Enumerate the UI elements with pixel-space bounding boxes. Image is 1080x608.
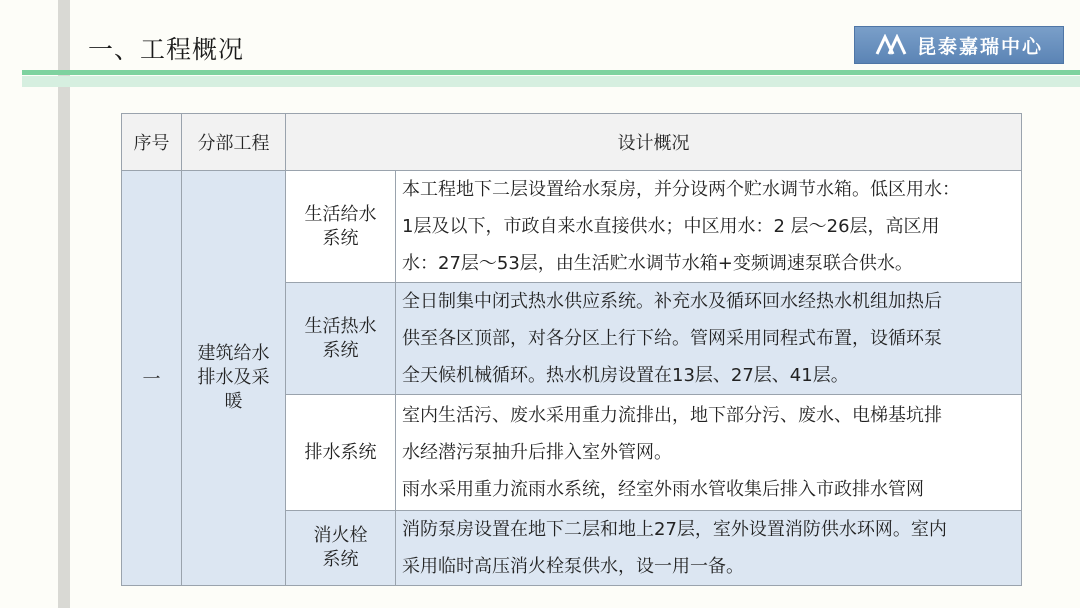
table-header-row: [122, 114, 1022, 171]
header-desc: 设计概况: [286, 114, 1022, 171]
subsystem-line: 系统: [322, 549, 359, 570]
header-part: 分部工程: [182, 114, 286, 171]
description-line: 全日制集中闭式热水供应系统。补充水及循环回水经热水机组加热后: [402, 291, 942, 312]
part-line: 建筑给水: [197, 343, 270, 364]
company-logo: [854, 26, 1064, 64]
description-line: 本工程地下二层设置给水泵房，并分设两个贮水调节水箱。低区用水：: [402, 179, 960, 200]
cell-description: [396, 511, 1022, 586]
description-line: 雨水采用重力流雨水系统，经室外雨水管收集后排入市政排水管网: [402, 479, 924, 500]
part-line: 暖: [224, 391, 243, 412]
description-line: 室内生活污、废水采用重力流排出，地下部分污、废水、电梯基坑排: [402, 405, 942, 426]
header-divider-line: [22, 70, 1080, 75]
subsystem-line: 生活给水: [304, 203, 377, 225]
description-line: 全天候机械循环。热水机房设置在13层、27层、41层。: [402, 365, 849, 386]
logo-text: 昆泰嘉瑞中心: [916, 35, 1043, 58]
slide-title: 一、工程概况: [88, 35, 245, 64]
subsystem-line: 系统: [322, 339, 359, 361]
cell-subsystem: [286, 283, 396, 395]
subsystem-line: 排水系统: [304, 441, 377, 463]
description-line: 采用临时高压消火栓泵供水，设一用一备。: [402, 556, 744, 577]
description-line: 1层及以下，市政自来水直接供水；中区用水：2 层～26层，高区用: [402, 216, 940, 237]
header-divider-band: [22, 76, 1080, 87]
description-line: 水：27层～53层，由生活贮水调节水箱+变频调速泵联合供水。: [402, 253, 913, 274]
left-decor-bar: [58, 0, 70, 608]
subsystem-line: 系统: [322, 227, 359, 249]
part-line: 排水及采: [197, 367, 270, 388]
cell-subsystem: [286, 511, 396, 586]
cell-subsystem: [286, 395, 396, 511]
description-line: 水经潜污泵抽升后排入室外管网。: [402, 442, 672, 463]
table-row: [122, 171, 1022, 283]
subsystem-line: 消火栓: [313, 525, 368, 546]
description-line: 消防泵房设置在地下二层和地上27层，室外设置消防供水环网。室内: [402, 519, 947, 540]
logo-mark-icon: [875, 34, 909, 56]
overview-table: [121, 113, 1022, 586]
cell-description: [396, 283, 1022, 395]
description-line: 供至各区顶部，对各分区上行下给。管网采用同程式布置，设循环泵: [402, 328, 942, 349]
header-seq: 序号: [122, 114, 182, 171]
cell-description: [396, 171, 1022, 283]
cell-seq: 一: [122, 171, 182, 586]
subsystem-line: 生活热水: [304, 315, 377, 337]
cell-subsystem: [286, 171, 396, 283]
cell-description: [396, 395, 1022, 511]
cell-part: [182, 171, 286, 586]
